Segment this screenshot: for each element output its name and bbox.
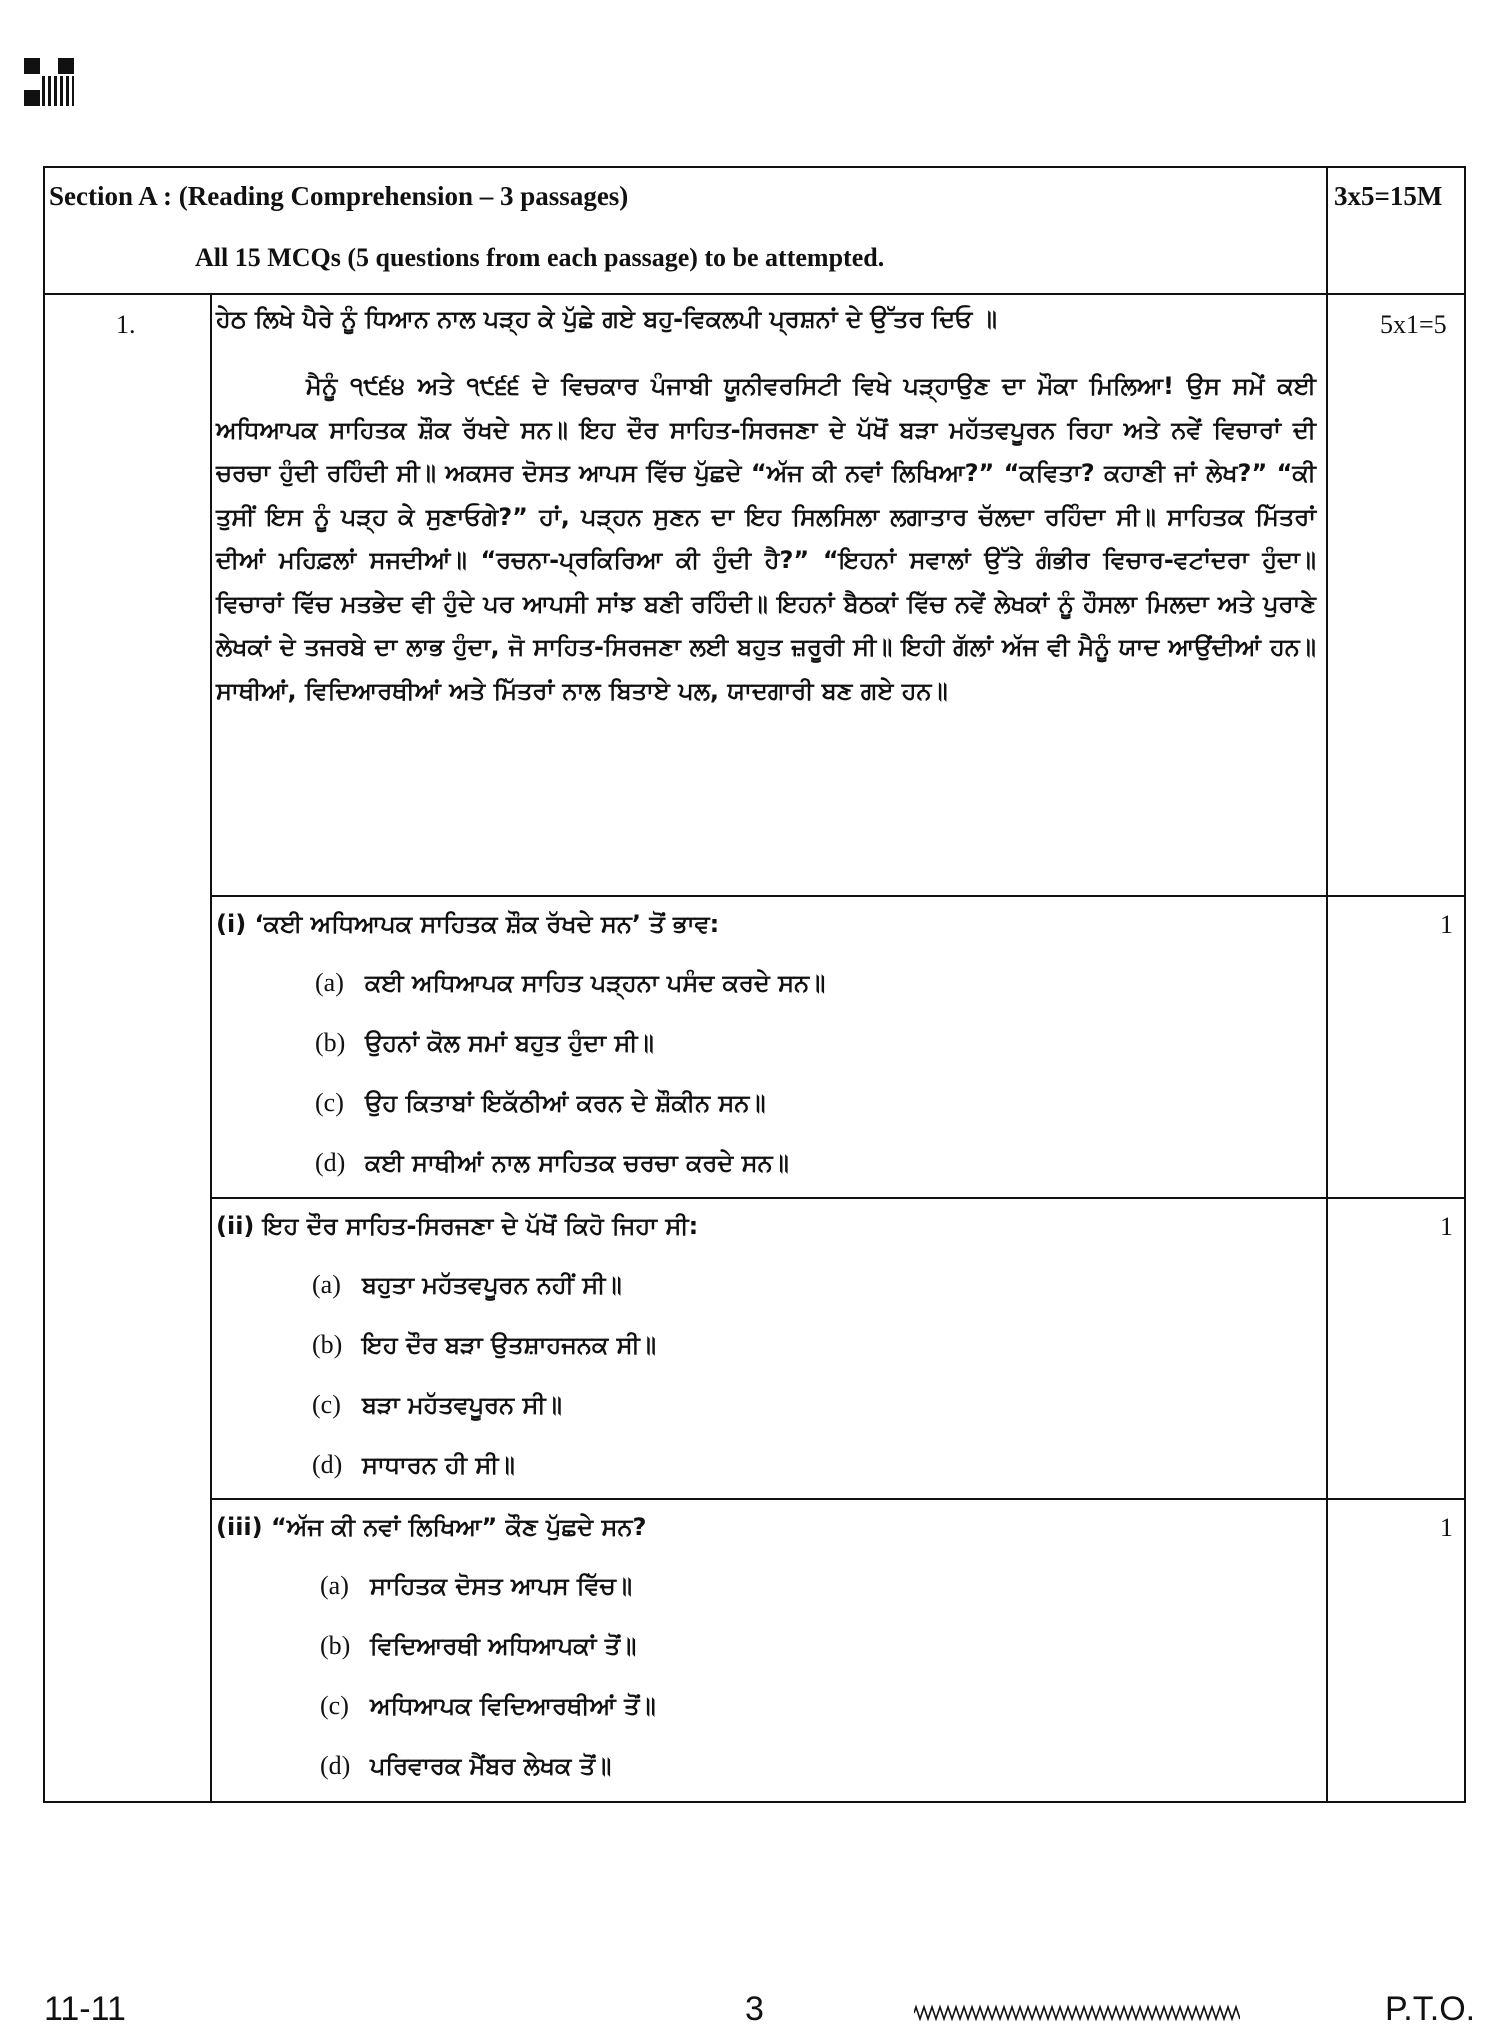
option-text: ਇਹ ਦੌਰ ਬੜਾ ਉਤਸ਼ਾਹਜਨਕ ਸੀ॥ (362, 1331, 657, 1359)
option-d (320, 1751, 611, 1781)
option-text: ਕਈ ਸਾਥੀਆਂ ਨਾਲ ਸਾਹਿਤਕ ਚਰਚਾ ਕਰਦੇ ਸਨ॥ (365, 1149, 789, 1177)
option-d (312, 1450, 515, 1480)
option-a (320, 1571, 632, 1601)
option-key: (b) (320, 1631, 351, 1660)
option-text: ਸਾਧਾਰਨ ਹੀ ਸੀ॥ (362, 1451, 515, 1479)
option-key: (c) (315, 1088, 344, 1117)
section-marks: 3x5=15M (1334, 181, 1443, 211)
subquestion-label: (iii) “ਅੱਜ ਕੀ ਨਵਾਂ ਲਿਖਿਆ” ਕੌਣ ਪੁੱਛਦੇ ਸਨ? (216, 1513, 647, 1541)
subquestion-label: (ii) ਇਹ ਦੌਰ ਸਾਹਿਤ-ਸਿਰਜਣਾ ਦੇ ਪੱਖੋਂ ਕਿਹੋ ਜਿਹਾ ਸੀ: (216, 1212, 699, 1240)
row-divider (210, 1197, 1464, 1199)
option-key: (a) (315, 968, 344, 997)
wavy-line-decoration (914, 2005, 1240, 2021)
option-d (315, 1148, 789, 1178)
option-key: (b) (312, 1330, 343, 1359)
option-text: ਅਧਿਆਪਕ ਵਿਦਿਆਰਥੀਆਂ ਤੋਂ॥ (370, 1692, 656, 1720)
option-text: ਪਰਿਵਾਰਕ ਮੈਂਬਰ ਲੇਖਕ ਤੋਂ॥ (370, 1752, 612, 1780)
option-b (315, 1028, 654, 1058)
option-a (315, 968, 825, 998)
question-instruction: ਹੇਠ ਲਿਖੇ ਪੈਰੇ ਨੂੰ ਧਿਆਨ ਨਾਲ ਪੜ੍ਹ ਕੇ ਪੁੱਛੇ ਗਏ ਬਹੁ-ਵਿਕਲਪੀ ਪ੍ਰਸ਼ਨਾਂ ਦੇ ਉੱਤਰ ਦਿਓ ॥ (216, 305, 997, 333)
option-key: (a) (312, 1270, 341, 1299)
option-a (312, 1270, 622, 1300)
option-key: (d) (315, 1148, 346, 1177)
question-marks: 5x1=5 (1380, 310, 1447, 339)
section-instructions: All 15 MCQs (5 questions from each passage) to be attempted. (195, 243, 885, 272)
option-text: ਵਿਦਿਆਰਥੀ ਅਧਿਆਪਕਾਂ ਤੋਂ॥ (370, 1632, 637, 1660)
option-text: ਉਹਨਾਂ ਕੋਲ ਸਮਾਂ ਬਹੁਤ ਹੁੰਦਾ ਸੀ॥ (365, 1029, 654, 1057)
option-key: (d) (320, 1751, 351, 1780)
subquestion-label: (i) ‘ਕਈ ਅਧਿਆਪਕ ਸਾਹਿਤਕ ਸ਼ੌਕ ਰੱਖਦੇ ਸਨ’ ਤੋਂ ਭਾਵ: (216, 910, 720, 938)
option-key: (b) (315, 1028, 346, 1057)
qr-code-icon (24, 58, 74, 106)
row-divider (210, 1498, 1464, 1500)
row-divider (45, 293, 1464, 295)
pto-label: P.T.O. (1385, 1990, 1476, 2028)
row-divider (210, 895, 1464, 897)
subquestion-marks: 1 (1440, 910, 1453, 939)
option-text: ਸਾਹਿਤਕ ਦੋਸਤ ਆਪਸ ਵਿੱਚ॥ (370, 1572, 633, 1600)
option-key: (d) (312, 1450, 343, 1479)
option-text: ਬਹੁਤਾ ਮਹੱਤਵਪੂਰਨ ਨਹੀਂ ਸੀ॥ (362, 1271, 622, 1299)
option-c (315, 1088, 766, 1118)
section-title: Section A : (Reading Comprehension – 3 passages) (49, 181, 629, 211)
subquestion-marks: 1 (1440, 1513, 1453, 1542)
question-number: 1. (116, 310, 136, 339)
subquestion-marks: 1 (1440, 1212, 1453, 1241)
option-c (312, 1390, 562, 1420)
option-text: ਬੜਾ ਮਹੱਤਵਪੂਰਨ ਸੀ॥ (362, 1391, 562, 1419)
passage-text: ਮੈਨੂੰ ੧੯੬੪ ਅਤੇ ੧੯੬੬ ਦੇ ਵਿਚਕਾਰ ਪੰਜਾਬੀ ਯੂਨੀਵਰਸਿਟੀ ਵਿਖੇ ਪੜ੍ਹਾਉਣ ਦਾ ਮੌਕਾ ਮਿਲਿਆ! ਉਸ ਸਮੇਂ ਕਈ ਅਧਿਆਪਕ ਸਾਹਿਤਕ ਸ਼ੌਕ ਰੱਖਦੇ ਸਨ॥ ਇਹ ਦੌਰ ਸਾਹਿਤ-ਸਿਰਜਣਾ ਦੇ ਪੱਖੋਂ ਬੜਾ ਮਹੱਤਵਪੂਰਨ ਰਿਹਾ ਅਤੇ ਨਵੇਂ ਵਿਚਾਰਾਂ ਦੀ ਚਰਚਾ ਹੁੰਦੀ ਰਹਿੰਦੀ ਸੀ॥ ਅਕਸਰ ਦੋਸਤ ਆਪਸ ਵਿੱਚ ਪੁੱਛਦੇ “ਅੱਜ ਕੀ ਨਵਾਂ ਲਿਖਿਆ?” “ਕਵਿਤਾ? ਕਹਾਣੀ ਜਾਂ ਲੇਖ?” “ਕੀ ਤੁਸੀਂ ਇਸ ਨੂੰ ਪੜ੍ਹ ਕੇ ਸੁਣਾਓਗੇ?” ਹਾਂ, ਪੜ੍ਹਨ ਸੁਣਨ ਦਾ ਇਹ ਸਿਲਸਿਲਾ ਲਗਾਤਾਰ ਚੱਲਦਾ ਰਹਿੰਦਾ ਸੀ॥ ਸਾਹਿਤਕ ਮਿੱਤਰਾਂ ਦੀਆਂ ਮਹਿਫ਼ਲਾਂ ਸਜਦੀਆਂ॥ “ਰਚਨਾ-ਪ੍ਰਕਿਰਿਆ ਕੀ ਹੁੰਦੀ ਹੈ?” “ਇਹਨਾਂ ਸਵਾਲਾਂ ਉੱਤੇ ਗੰਭੀਰ ਵਿਚਾਰ-ਵਟਾਂਦਰਾ ਹੁੰਦਾ॥ ਵਿਚਾਰਾਂ ਵਿੱਚ ਮਤਭੇਦ ਵੀ ਹੁੰਦੇ ਪਰ ਆਪਸੀ ਸਾਂਝ ਬਣੀ ਰਹਿੰਦੀ॥ ਇਹਨਾਂ ਬੈਠਕਾਂ ਵਿੱਚ ਨਵੇਂ ਲੇਖਕਾਂ ਨੂੰ ਹੌਸਲਾ ਮਿਲਦਾ ਅਤੇ ਪੁਰਾਣੇ ਲੇਖਕਾਂ ਦੇ ਤਜਰਬੇ ਦਾ ਲਾਭ ਹੁੰਦਾ, ਜੋ ਸਾਹਿਤ-ਸਿਰਜਣਾ ਲਈ ਬਹੁਤ ਜ਼ਰੂਰੀ ਸੀ॥ ਇਹੀ ਗੱਲਾਂ ਅੱਜ ਵੀ ਮੈਨੂੰ ਯਾਦ ਆਉਂਦੀਆਂ ਹਨ॥ ਸਾਥੀਆਂ, ਵਿਦਿਆਰਥੀਆਂ ਅਤੇ ਮਿੱਤਰਾਂ ਨਾਲ ਬਿਤਾਏ ਪਲ, ਯਾਦਗਾਰੀ ਬਣ ਗਏ ਹਨ॥ (216, 372, 1316, 705)
paper-code: 11-11 (44, 1990, 126, 2028)
option-key: (c) (312, 1390, 341, 1419)
option-text: ਉਹ ਕਿਤਾਬਾਂ ਇਕੱਠੀਆਂ ਕਰਨ ਦੇ ਸ਼ੌਕੀਨ ਸਨ॥ (365, 1089, 766, 1117)
option-b (312, 1330, 656, 1360)
option-key: (c) (320, 1691, 349, 1720)
option-c (320, 1691, 656, 1721)
page-number: 3 (745, 1990, 764, 2028)
option-text: ਕਈ ਅਧਿਆਪਕ ਸਾਹਿਤ ਪੜ੍ਹਨਾ ਪਸੰਦ ਕਰਦੇ ਸਨ॥ (365, 969, 826, 997)
column-divider (210, 293, 212, 1801)
option-b (320, 1631, 636, 1661)
column-divider (1326, 168, 1328, 1801)
option-key: (a) (320, 1571, 349, 1600)
